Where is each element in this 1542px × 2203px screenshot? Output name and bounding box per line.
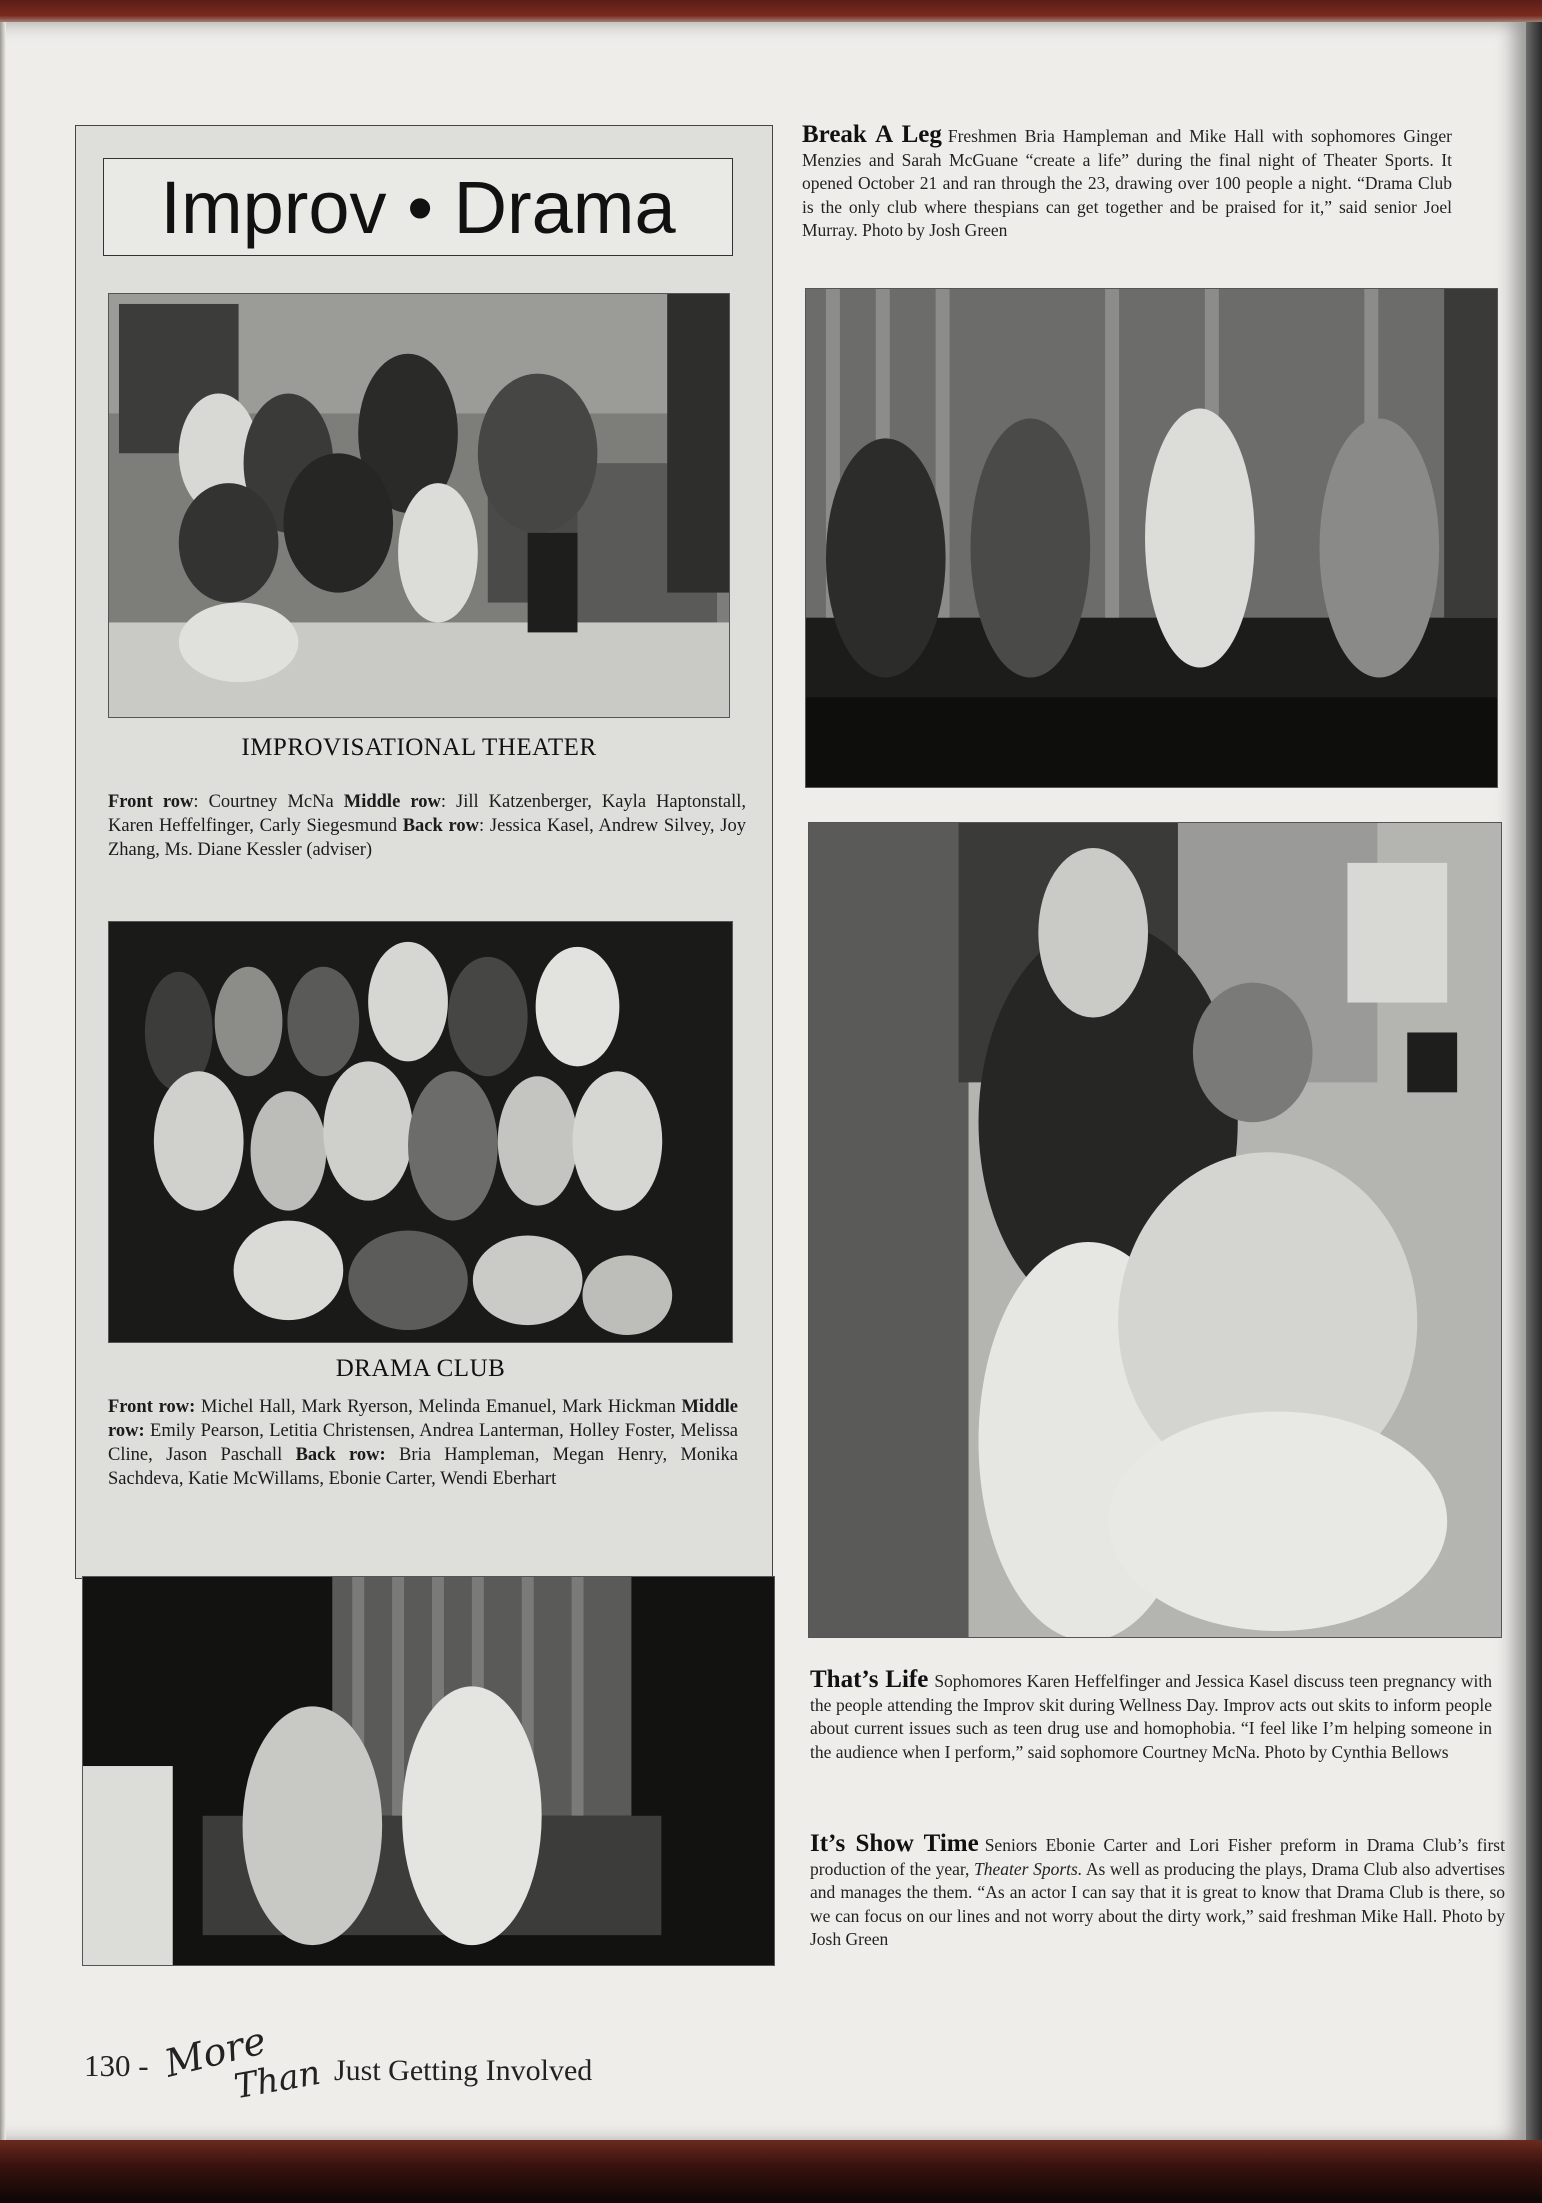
improv-group-photo	[108, 293, 730, 718]
show-time-photo	[82, 1576, 775, 1966]
break-a-leg-body: Freshmen Bria Hampleman and Mike Hall with sophomores Ginger Menzies and Sarah McGuane “create a life” during the final night of Theater Sports. It opened October 21 and ran through the 23, drawing over 100 people a night. “Drama Club is the only club where thespians can get together and be praised for it,” said senior Joel Murray. Photo by Josh Green	[802, 126, 1453, 240]
improv-caption	[108, 790, 746, 862]
break-a-leg-photo	[805, 288, 1498, 788]
drama-caption	[108, 1395, 738, 1491]
page-number: 130 -	[84, 2048, 149, 2083]
drama-heading: DRAMA CLUB	[335, 1355, 506, 1382]
drama-middle-names: Emily Pearson, Letitia Christensen, Andrea Lanterman, Holley Foster, Melissa Cline, Jason Paschall	[108, 1421, 738, 1465]
improv-middle-names: : Jill Katzenberger, Kayla Haptonstall, Karen Heffelfinger, Carly Siegesmund	[108, 792, 746, 836]
improv-front-label: Front row	[108, 792, 194, 812]
show-time-lead: It’s Show Time	[810, 1830, 979, 1857]
thats-life-lead: That’s Life	[810, 1666, 929, 1693]
folio-script-than: Than	[231, 2052, 324, 2108]
drama-front-names: Michel Hall, Mark Ryerson, Melinda Emanuel, Mark Hickman	[195, 1397, 682, 1417]
book-bottom-edge	[0, 2140, 1542, 2203]
break-a-leg-lead: Break A Leg	[802, 121, 942, 148]
improv-front-names: : Courtney McNa	[193, 792, 344, 812]
drama-group-photo	[108, 921, 733, 1343]
thats-life-body: Sophomores Karen Heffelfinger and Jessica Kasel discuss teen pregnancy with the people attending the Improv skit during Wellness Day. Improv acts out skits to inform people about current issues such as teen drug use and homophobia. “I feel like I’m helping someone in the audience when I perform,” said sophomore Courtney McNa. Photo by Cynthia Bellows	[810, 1671, 1492, 1762]
drama-middle-label: Middle row:	[108, 1397, 738, 1441]
thats-life-photo	[808, 822, 1502, 1638]
thats-life-story	[810, 1668, 1492, 1764]
improv-heading: IMPROVISATIONAL THEATER	[241, 734, 597, 761]
improv-back-names: : Jessica Kasel, Andrew Silvey, Joy Zhang, Ms. Diane Kessler (adviser)	[108, 816, 747, 860]
drama-front-label: Front row:	[108, 1397, 196, 1417]
drama-back-label: Back row:	[295, 1445, 386, 1465]
page-folio	[84, 2018, 644, 2108]
title-box	[103, 158, 733, 256]
break-a-leg-story	[802, 123, 1452, 243]
page-gutter	[1526, 22, 1542, 2142]
show-time-body-before: Seniors Ebonie Carter and Lori Fisher preform in Drama Club’s first production of the year,	[810, 1835, 1505, 1879]
show-time-story	[810, 1832, 1505, 1952]
folio-section-name: Just Getting Involved	[334, 2054, 593, 2087]
folio-script-more: More	[160, 2018, 271, 2086]
page-left-edge	[0, 22, 6, 2142]
show-time-production-title: Theater Sports.	[974, 1858, 1083, 1879]
page-title: Improv • Drama	[160, 165, 676, 249]
improv-middle-label: Middle row	[343, 792, 441, 812]
improv-back-label: Back row	[402, 816, 480, 836]
drama-back-names: Bria Hampleman, Megan Henry, Monika Sachdeva, Katie McWillams, Ebonie Carter, Wendi Eberhart	[108, 1445, 738, 1489]
show-time-body-after: As well as producing the plays, Drama Club also advertises and manages the them. “As an actor I can say that it is great to know that Drama Club is there, so we can focus on our lines and not worry about the dirty work,” said freshman Mike Hall. Photo by Josh Green	[810, 1858, 1505, 1949]
